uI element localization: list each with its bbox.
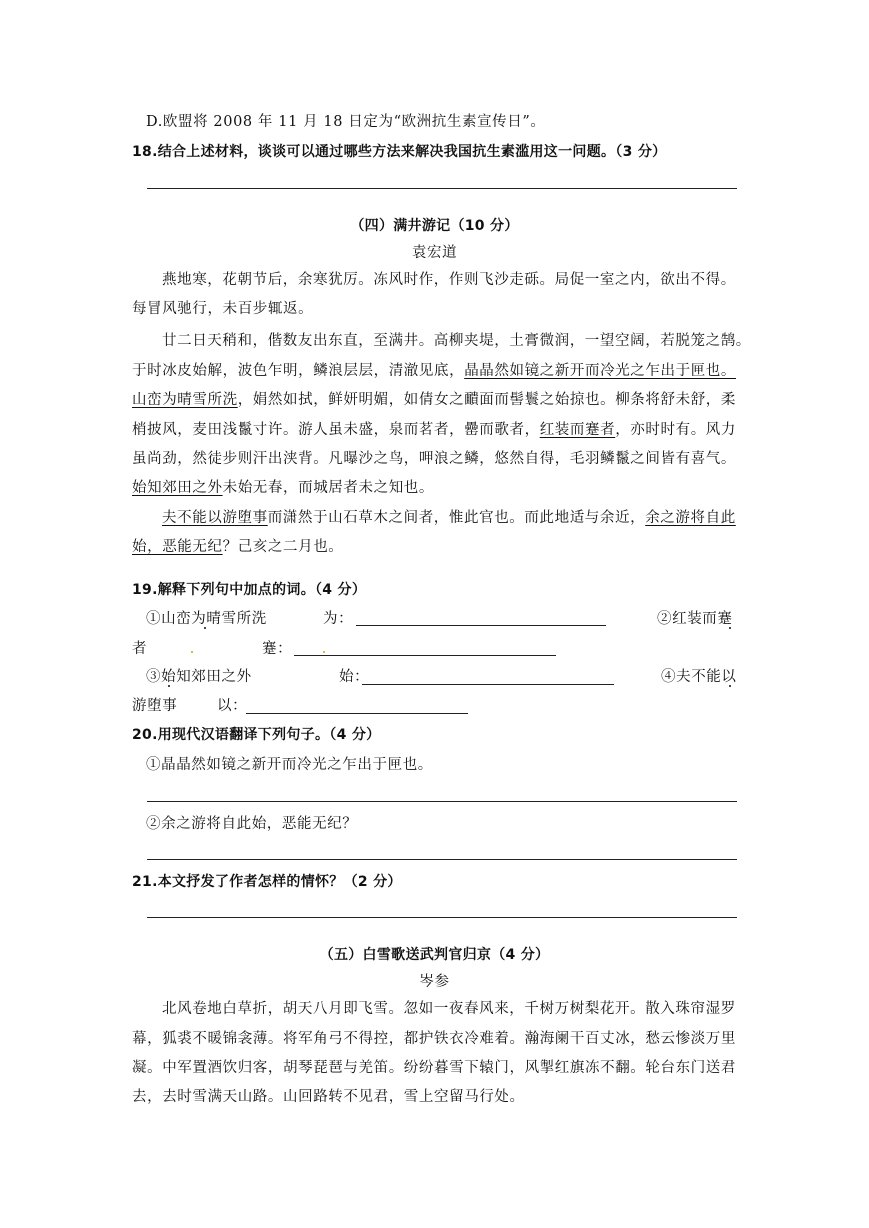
q19-label-2: 蹇： bbox=[262, 641, 293, 657]
passage-line bbox=[132, 420, 736, 440]
poem-line: 幕，狐裘不暖锦衾薄。将军角弓不得控，都护铁衣冷难着。瀚海阑干百丈冰，愁云惨淡万里 bbox=[132, 1031, 736, 1047]
answer-blank-3[interactable] bbox=[362, 684, 614, 685]
answer-line-20-1[interactable] bbox=[147, 801, 737, 802]
q19-item-3: ③始知郊田之外 bbox=[146, 669, 252, 685]
emphasis-dot bbox=[729, 685, 731, 687]
passage-line: 每冒风驰行，未百步辄返。 bbox=[132, 301, 314, 317]
section5-title: （五）白雪歌送武判官归京（4 分） bbox=[319, 947, 550, 963]
passage-text: 而潇然于山石草木之间者，惟此官也。而此地适与余近， bbox=[267, 510, 646, 526]
passage-line bbox=[162, 508, 736, 528]
passage-text: 于时冰皮始解，波色乍明，鳞浪层层，清澈见底， bbox=[132, 363, 465, 379]
underlined-phrase: 始，恶能无纪 bbox=[132, 539, 223, 555]
passage-line: 廿二日天稍和，偕数友出东直，至满井。高柳夹堤，土膏微润，一望空阔，若脱笼之鹄。 bbox=[162, 333, 751, 349]
passage-line bbox=[132, 537, 343, 557]
q19-item-2a: ②红装而蹇 bbox=[657, 611, 733, 627]
section4-author: 袁宏道 bbox=[411, 245, 458, 261]
passage-line bbox=[132, 390, 736, 410]
passage-line bbox=[132, 361, 736, 381]
q19-label-1: 为： bbox=[323, 611, 354, 627]
answer-line-20-2[interactable] bbox=[147, 859, 737, 860]
question-19: 19.解释下列句中加点的词。（4 分） bbox=[132, 582, 367, 598]
passage-line: 燕地寒，花朝节后，余寒犹厉。冻风时作，作则飞沙走砾。局促一室之内，欲出不得。 bbox=[162, 272, 736, 288]
passage-text: 未始无春，而城居者未之知也。 bbox=[222, 480, 435, 496]
q20-sentence-1: ①晶晶然如镜之新开而冷光之乍出于匣也。 bbox=[146, 757, 433, 773]
poem-line: 凝。中军置酒饮归客，胡琴琵琶与羌笛。纷纷暮雪下辕门，风掣红旗冻不翻。轮台东门送君 bbox=[132, 1060, 736, 1076]
q19-item-2b: 者 bbox=[132, 641, 148, 657]
underlined-phrase: 夫不能以游堕事 bbox=[162, 510, 268, 526]
q20-sentence-2: ②余之游将自此始，恶能无纪？ bbox=[146, 816, 358, 832]
q19-item-4b: 游堕事 bbox=[132, 698, 178, 714]
q19-item-4a: ④夫不能以 bbox=[661, 669, 737, 685]
answer-blank-1[interactable] bbox=[356, 625, 606, 626]
passage-text: ，亦时时有。风力 bbox=[615, 422, 737, 438]
q19-label-3: 始： bbox=[339, 669, 370, 685]
poem-line: 北风卷地白草折，胡天八月即飞雪。忽如一夜春风来，千树万树梨花开。散入珠帘湿罗 bbox=[162, 1001, 736, 1017]
stray-mark bbox=[191, 651, 193, 653]
answer-line-21[interactable] bbox=[147, 917, 737, 918]
underlined-phrase: 山峦为晴雪所洗 bbox=[132, 392, 238, 408]
answer-line-18[interactable] bbox=[147, 188, 737, 189]
passage-text: ，娟然如拭，鲜妍明媚，如倩女之靧面而髻鬟之始掠也。柳条将舒未舒，柔 bbox=[237, 392, 736, 408]
passage-line: 虽尚劲，然徒步则汗出浃背。凡曝沙之鸟，呷浪之鳞，悠然自得，毛羽鳞鬣之间皆有喜气。 bbox=[132, 451, 736, 467]
underlined-sentence: 晶晶然如镜之新开而冷光之乍出于匣也。 bbox=[464, 363, 737, 379]
emphasis-dot bbox=[168, 685, 170, 687]
underlined-phrase: 始知郊田之外 bbox=[132, 480, 223, 496]
passage-text: ？己亥之二月也。 bbox=[222, 539, 344, 555]
question-20: 20.用现代汉语翻译下列句子。（4 分） bbox=[132, 727, 381, 743]
stray-mark bbox=[323, 651, 325, 653]
poem-line: 去，去时雪满天山路。山回路转不见君，雪上空留马行处。 bbox=[132, 1089, 525, 1105]
passage-line bbox=[132, 478, 434, 498]
emphasis-dot bbox=[729, 627, 731, 629]
option-d: D.欧盟将 2008 年 11 月 18 日定为“欧洲抗生素宣传日”。 bbox=[146, 114, 546, 130]
q19-label-4: 以： bbox=[217, 698, 248, 714]
section4-title: （四）满井游记（10 分） bbox=[350, 218, 519, 234]
underlined-phrase: 余之游将自此 bbox=[645, 510, 736, 526]
emphasis-dot bbox=[204, 627, 206, 629]
question-18: 18.结合上述材料，谈谈可以通过哪些方法来解决我国抗生素滥用这一问题。（3 分） bbox=[132, 144, 667, 160]
q19-item-1: ①山峦为晴雪所洗 bbox=[146, 611, 267, 627]
answer-blank-4[interactable] bbox=[246, 713, 468, 714]
underlined-phrase: 红装而蹇者 bbox=[539, 422, 616, 438]
passage-text: 梢披风，麦田浅鬣寸许。游人虽未盛，泉而茗者，罍而歌者， bbox=[132, 422, 540, 438]
answer-blank-2[interactable] bbox=[294, 655, 556, 656]
question-21: 21.本文抒发了作者怎样的情怀？（2 分） bbox=[132, 874, 402, 890]
section5-author: 岑参 bbox=[419, 974, 450, 990]
